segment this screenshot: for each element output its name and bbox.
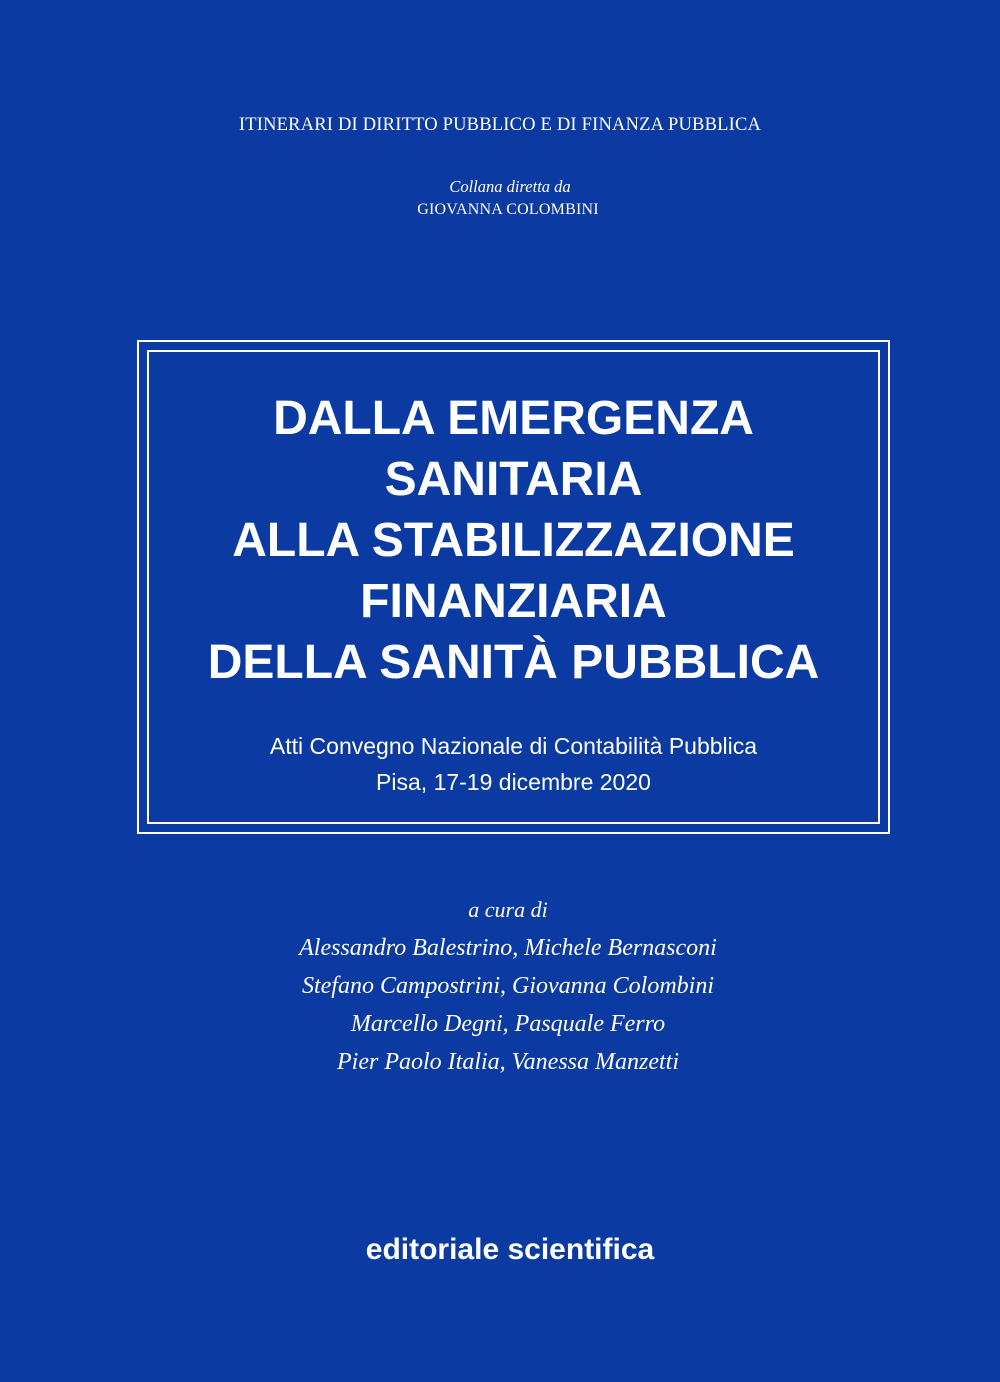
editors-block (0, 895, 1000, 1081)
book-title (137, 388, 890, 693)
book-title-line: SANITARIA (384, 453, 643, 506)
book-title-line: DELLA SANITÀ PUBBLICA (207, 636, 820, 689)
subtitle-place-date: Pisa, 17-19 dicembre 2020 (376, 769, 651, 795)
editors-line: Alessandro Balestrino, Michele Bernasconi (299, 935, 717, 961)
book-title-line: ALLA STABILIZZAZIONE (232, 514, 795, 567)
book-title-line: FINANZIARIA (360, 575, 667, 628)
series-director-name: GIOVANNA COLOMBINI (417, 201, 599, 218)
series-director-intro: Collana diretta da (449, 177, 571, 196)
editors-intro: a cura di (468, 897, 548, 922)
publisher-name: editoriale scientifica (365, 1233, 655, 1266)
subtitle-proceedings: Atti Convegno Nazionale di Contabilità Pubblica (269, 733, 758, 759)
editors-line: Marcello Degni, Pasquale Ferro (350, 1011, 666, 1037)
series-title: ITINERARI DI DIRITTO PUBBLICO E DI FINANZA PUBBLICA (238, 115, 762, 135)
editors-line: Pier Paolo Italia, Vanessa Manzetti (337, 1049, 679, 1075)
book-title-line: DALLA EMERGENZA (273, 392, 754, 445)
editors-line: Stefano Campostrini, Giovanna Colombini (301, 973, 714, 999)
